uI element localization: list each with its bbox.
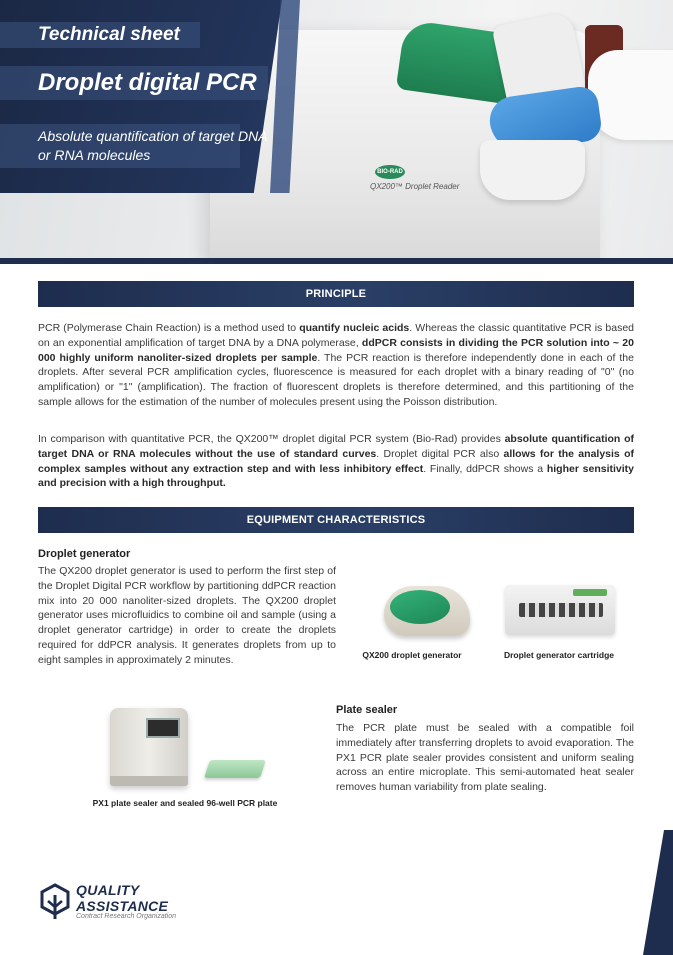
bold-run: quantify nucleic acids [299,322,410,334]
pcr-plate-image [204,760,266,778]
principle-heading: PRINCIPLE [38,281,634,307]
principle-paragraph-1 [38,321,634,410]
corner-decoration [643,830,673,955]
machine-brand-logo: BIO-RAD [375,165,405,179]
bold-run: higher sensitivity and precision with a high throughput. [38,462,635,490]
bold-run: ddPCR consists in dividing the PCR solution into ~ 20 000 highly uniform nanoliter-sized droplets per sample [38,336,634,364]
text-run: PCR (Polymerase Chain Reaction) is a method used to [38,322,300,334]
quality-assistance-logo-icon [38,883,72,921]
text-run: . Droplet digital PCR also [376,447,504,460]
text-run: . Finally, ddPCR shows a [423,462,547,475]
logo-text-quality: QUALITY [76,882,140,898]
page-subtitle: Absolute quantification of target DNA or RNA molecules [38,128,268,163]
droplet-generator-image [384,578,472,636]
bold-run: absolute quantification of target DNA or RNA molecules without the use of standard curves [38,433,635,460]
equipment-heading: EQUIPMENT CHARACTERISTICS [38,507,634,533]
cartridge-wells [519,603,603,617]
plate-sealer-text: The PCR plate must be sealed with a compatible foil immediately after transferring droplets to avoid evaporation. The PX1 PCR plate sealer provides consistent and uniform sealing across an entire microplate. This semi-automated heat sealer removes human variability from plate sealing. [336,722,634,794]
cartridge-image [505,585,615,635]
logo-tagline: Contract Research Organization [76,913,176,920]
hero-divider [0,258,673,264]
text-run: In comparison with quantitative PCR, the QX200™ droplet digital PCR system (Bio-Rad) provides [38,433,505,445]
page-title: Droplet digital PCR [38,69,257,96]
text-run: . The PCR reaction is therefore independently done in each of the droplets. After several PCR amplification cycles, fluorescence is measured for each droplet with a binary reading of "0" (no amplification) or "1" (amplification). The fraction of fluorescent droplets is therefore determined, and this partitioning of the sample allows for the estimation of the number of molecules present using the Poisson distribution. [38,351,634,408]
machine-model-label: QX200™ Droplet Reader [370,182,460,191]
plate-sealer-title: Plate sealer [336,704,398,716]
plate-sealer-base [110,776,188,786]
droplet-generator-lid [390,590,450,624]
droplet-reader-tray [480,140,585,200]
cartridge-label [573,589,607,596]
caption-cartridge: Droplet generator cartridge [503,650,615,660]
logo-text-assistance: ASSISTANCE [76,898,169,914]
caption-droplet-generator: QX200 droplet generator [362,650,462,660]
droplet-generator-title: Droplet generator [38,548,131,560]
plate-sealer-screen [146,718,180,738]
document-label: Technical sheet [38,24,180,45]
caption-plate-sealer: PX1 plate sealer and sealed 96-well PCR plate [92,798,278,808]
plate-sealer-image [110,708,188,786]
droplet-generator-text: The QX200 droplet generator is used to perform the first step of the Droplet Digital PCR workflow by partitioning ddPCR reaction mix into 20 000 nanoliter-sized droplets. The QX200 droplet generator uses microfluidics to combine oil and sample (using a droplet generator cartridge) in order to create the droplets required for ddPCR analysis. It generates droplets from up to eight samples in approximately 2 minutes. [38,565,336,666]
text-run: . Whereas the classic quantitative PCR is based on an exponential amplification of target DNA by a DNA polymerase, [38,322,634,349]
principle-paragraph-2 [38,432,634,491]
bold-run: allows for the analysis of complex samples without any extraction step and with less inhibitory effect [38,447,634,475]
hero-banner [0,0,673,262]
